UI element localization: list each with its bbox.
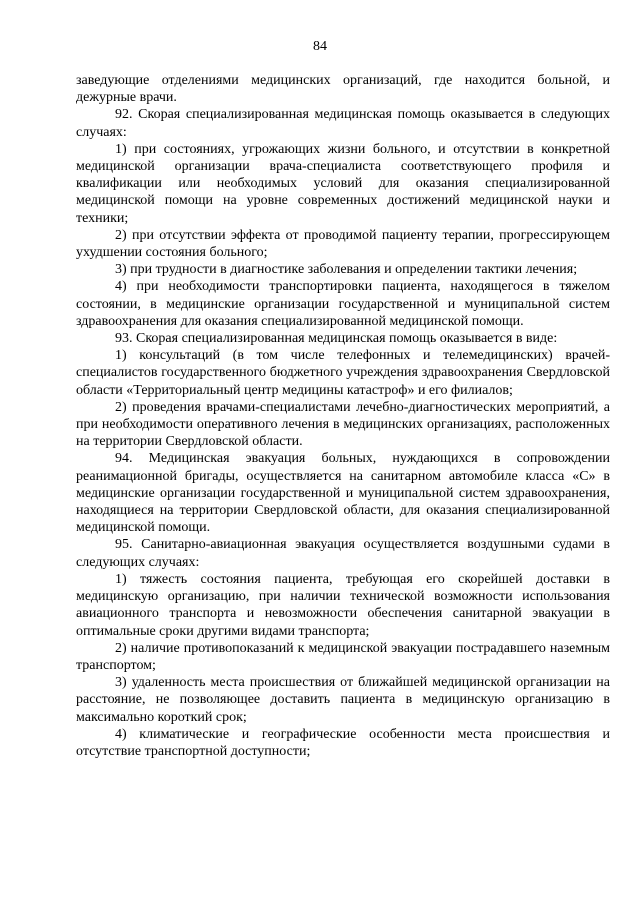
paragraph-95-item-1: 1) тяжесть состояния пациента, требующая его скорейшей доставки в медицинскую организацию, при наличии технической возможности использования авиационного транспорта и невозможности обеспечения санитарной эвакуации в оптимальные сроки другими видами транспорта; [76, 571, 610, 639]
paragraph-92: 92. Скорая специализированная медицинская помощь оказывается в следующих случаях: [76, 107, 610, 140]
paragraph-continuation: заведующие отделениями медицинских организаций, где находится больной, и дежурные врачи. [76, 73, 610, 106]
paragraph-93: 93. Скорая специализированная медицинская помощь оказывается в виде: [115, 331, 558, 347]
paragraph-92-item-3: 3) при трудности в диагностике заболевания и определении тактики лечения; [115, 262, 578, 278]
paragraph-93-item-2: 2) проведения врачами-специалистами лечебно-диагностических мероприятий, а при необходимости оперативного лечения в медицинских организациях, расположенных на территории Свердловской области. [76, 399, 610, 450]
paragraph-95-item-4: 4) климатические и географические особенности места происшествия и отсутствие транспортной доступности; [76, 726, 610, 759]
paragraph-94: 94. Медицинская эвакуация больных, нуждающихся в сопровождении реанимационной бригады, осуществляется на санитарном автомобиле класса «С» в медицинские организации государственной и муниципальной систем здравоохранения, находящиеся на территории Свердловской области, для оказания специализированной медицинской помощи. [76, 451, 610, 536]
paragraph-92-item-2: 2) при отсутствии эффекта от проводимой пациенту терапии, прогрессирующем ухудшении состояния больного; [76, 227, 610, 261]
paragraph-92-item-1: 1) при состояниях, угрожающих жизни больного, и отсутствии в конкретной медицинской организации врача-специалиста соответствующего профиля и квалификации или необходимых условий для оказания специализированной медицинской помощи на уровне современных достижений медицинской науки и техники; [76, 141, 610, 226]
paragraph-93-item-1: 1) консультаций (в том числе телефонных и телемедицинских) врачей-специалистов государственного бюджетного учреждения здравоохранения Свердловской области «Территориальный центр медицины катастроф» и его филиалов; [76, 348, 610, 398]
paragraph-95-item-3: 3) удаленность места происшествия от ближайшей медицинской организации на расстояние, не позволяющее доставить пациента в медицинскую организацию в максимально короткий срок; [76, 675, 610, 725]
document-body [76, 72, 610, 760]
paragraph-92-item-4: 4) при необходимости транспортировки пациента, находящегося в тяжелом состоянии, в медицинские организации государственной и муниципальной систем здравоохранения для оказания специализированной медицинской помощи. [76, 279, 610, 329]
paragraph-95: 95. Санитарно-авиационная эвакуация осуществляется воздушными судами в следующих случаях: [76, 537, 610, 570]
paragraph-95-item-2: 2) наличие противопоказаний к медицинской эвакуации пострадавшего наземным транспортом; [76, 640, 610, 673]
page-number: 84 [313, 39, 327, 54]
